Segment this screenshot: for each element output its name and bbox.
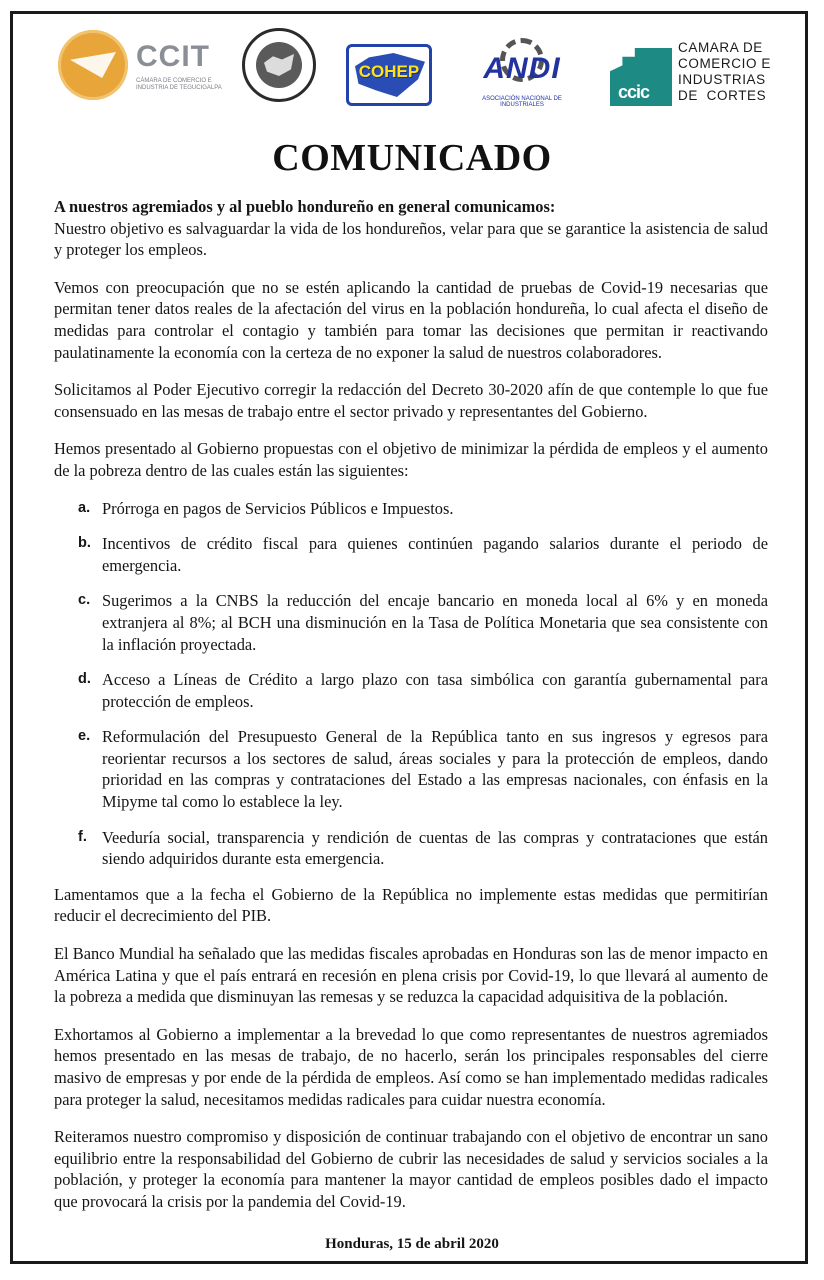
list-text: Veeduría social, transparencia y rendición de cuentas de las compras y contrataciones que están siendo adquiridos durante esta emergencia.: [102, 827, 768, 869]
andi-logo: [462, 38, 582, 110]
greeting: A nuestros agremiados y al pueblo hondureño en general comunicamos:: [54, 197, 556, 216]
list-item: [54, 590, 768, 655]
ccic-name: [678, 40, 771, 104]
andi-subtitle: ASOCIACIÓN NACIONAL DE INDUSTRIALES: [482, 96, 562, 108]
ccit-wordmark: CCIT: [136, 40, 210, 73]
list-item: [54, 533, 768, 576]
logo-bar: [0, 28, 824, 112]
ccit-subtitle: CÁMARA DE COMERCIO E INDUSTRIA DE TEGUCIGALPA: [136, 78, 222, 91]
paragraph: El Banco Mundial ha señalado que las medidas fiscales aprobadas en Honduras son las de menor impacto en América Latina y que el país entrará en recesión en plena crisis por Covid-19, lo que llevará al aumento de la pobreza a medida que disminuyan las remesas y se reduzca la capacidad adquisitiva de la población.: [54, 944, 768, 1007]
list-letter: e.: [78, 728, 91, 745]
proposal-list: [54, 498, 768, 870]
list-item: [54, 498, 768, 520]
list-text: Acceso a Líneas de Crédito a largo plazo con tasa simbólica con garantía gubernamental para protección de empleos.: [102, 670, 768, 711]
list-letter: a.: [78, 499, 91, 516]
ccic-logo: [610, 36, 780, 110]
list-item: [54, 827, 768, 870]
ccic-name-line: DE CORTES: [678, 88, 767, 103]
ccic-name-line: CAMARA DE: [678, 40, 763, 55]
page-title: COMUNICADO: [272, 137, 552, 179]
ccit-emblem-icon: [58, 30, 128, 100]
list-letter: f.: [78, 828, 87, 845]
honduras-map-icon: [256, 42, 302, 88]
list-letter: b.: [78, 535, 91, 552]
cohep-logo: [346, 44, 432, 106]
ccic-name-line: COMERCIO E: [678, 56, 772, 71]
date-line: Honduras, 15 de abril 2020: [325, 1236, 499, 1252]
ccic-mark-text: ccic: [618, 82, 650, 102]
paragraph: Vemos con preocupación que no se estén aplicando la cantidad de pruebas de Covid-19 necesarias que permitan tener datos reales de la afectación del virus en la población hondureña, lo cual afecta el diseño de medidas para controlar el contagio y también para tomar las decisiones que permitan ir reactivando paulatinamente la economía con la certeza de no exponer la salud de nuestros colaboradores.: [54, 277, 768, 362]
paragraph: Exhortamos al Gobierno a implementar a la brevedad lo que como representantes de nuestros agremiados hemos presentado en las mesas de trabajo, de no hacerlo, serán los principales responsables del cierre masivo de empresas y por ende de la pérdida de empleos. Así como se han implementado medidas radicales para proteger la salud, necesitamos medidas radicales para cuidar nuestra economía.: [54, 1024, 768, 1109]
ccic-name-line: INDUSTRIAS: [678, 72, 766, 87]
list-letter: c.: [78, 592, 91, 609]
list-item: [54, 669, 768, 712]
federacion-seal-logo: [242, 28, 322, 108]
ccit-logo: [58, 30, 222, 106]
andi-wordmark: ANDI: [483, 52, 561, 85]
paragraph: Lamentamos que a la fecha el Gobierno de la República no implemente estas medidas que permitirían reducir el decrecimiento del PIB.: [54, 884, 768, 926]
list-text: Incentivos de crédito fiscal para quienes continúen pagando salarios durante el periodo de emergencia.: [102, 534, 768, 575]
list-text: Reformulación del Presupuesto General de la República tanto en sus ingresos y egresos para reorientar recursos a los sectores de salud, áreas sociales y para la protección de empleos, dando prioridad en las compras y contrataciones del Estado a las empresas nacionales, con énfasis en la Mipyme tal como lo establece la ley.: [102, 727, 768, 812]
paragraph: Hemos presentado al Gobierno propuestas con el objetivo de minimizar la pérdida de empleos y el aumento de la pobreza dentro de las cuales están las siguientes:: [54, 439, 768, 480]
list-text: Prórroga en pagos de Servicios Públicos e Impuestos.: [102, 498, 454, 518]
paragraph: Reiteramos nuestro compromiso y disposición de continuar trabajando con el objetivo de encontrar un sano equilibrio entre la responsabilidad del Gobierno de cubrir las necesidades de salud y servicios sociales a la población, y proteger la economía para mantener la mayor cantidad de empleos posibles dado el impacto que provocará la crisis por la pandemia del Covid-19.: [54, 1127, 768, 1211]
communique-body: [54, 196, 768, 1229]
list-item: [54, 726, 768, 812]
paragraph: Nuestro objetivo es salvaguardar la vida de los hondureños, velar para que se garantice la asistencia de salud y proteger los empleos.: [54, 218, 768, 260]
list-letter: d.: [78, 671, 91, 688]
cohep-wordmark: COHEP: [358, 62, 420, 81]
list-text: Sugerimos a la CNBS la reducción del encaje bancario en moneda local al 6% y en moneda extranjera al 8%; al BCH una disminución en la Tasa de Política Monetaria que sea consistente con la inflación proyectada.: [102, 591, 768, 654]
paragraph: Solicitamos al Poder Ejecutivo corregir la redacción del Decreto 30-2020 afín de que contemple lo que fue consensuado en las mesas de trabajo entre el sector privado y representantes del Gobierno.: [54, 380, 768, 421]
